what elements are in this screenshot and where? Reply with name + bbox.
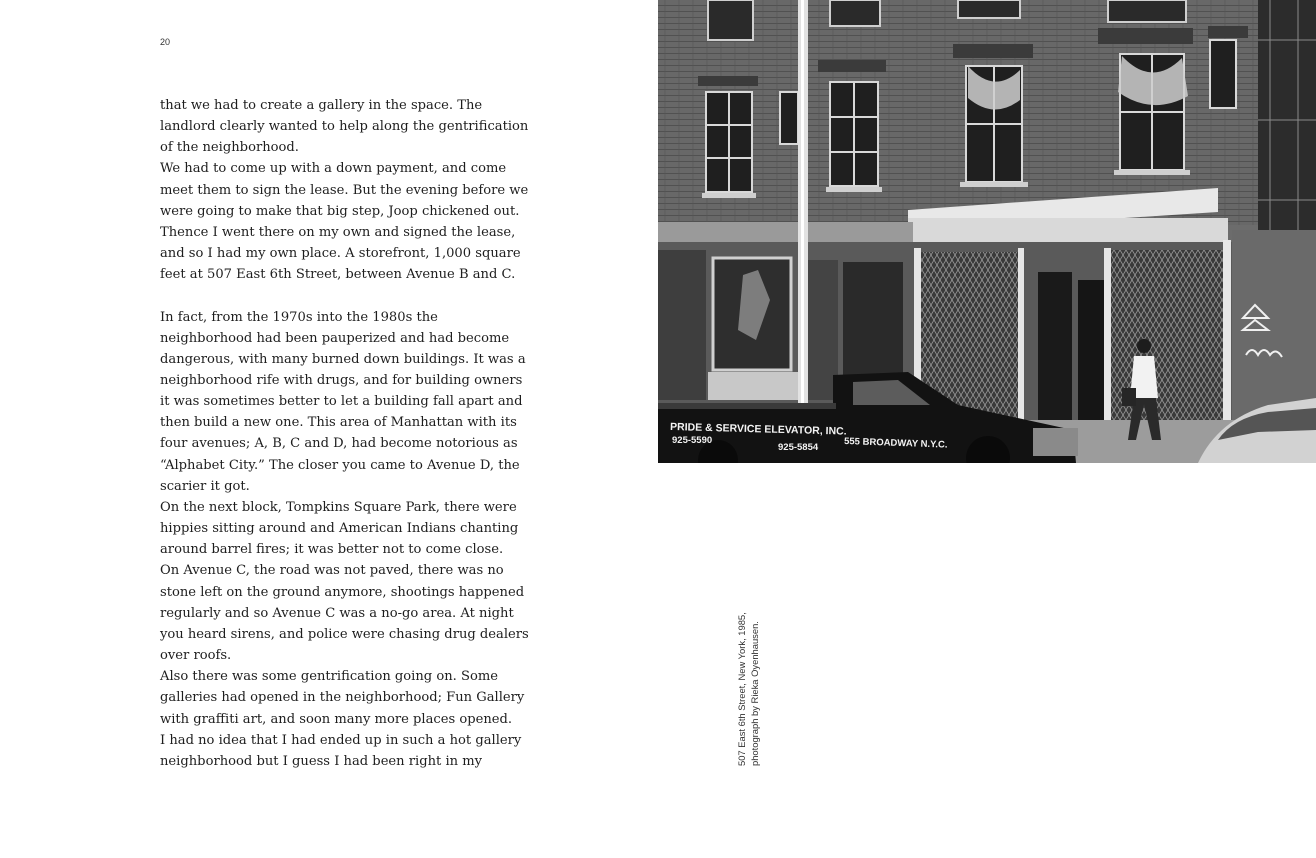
paragraph: that we had to create a gallery in the space. The landlord clearly wanted to help along the gentrification of the neighborhood. [160, 98, 529, 156]
paragraph-gap [160, 285, 532, 306]
paragraph: On Avenue C, the road was not paved, there was no stone left on the ground anymore, shootings happened regularly and so Avenue C was a no-go area. At night you heard sirens, and police were chasing drug dealers over roofs. [160, 563, 529, 664]
truck-lettering: PRIDE & SERVICE ELEVATOR, INC. [669, 421, 847, 438]
doorway [1038, 272, 1072, 422]
caption-line: 507 East 6th Street, New York, 1985, [736, 612, 747, 766]
street-photograph [658, 0, 1316, 463]
caption-line: photograph by Rieka Oyenhausen. [748, 621, 760, 766]
fire-escape [1258, 0, 1316, 230]
paragraph: We had to come up with a down payment, and come meet them to sign the lease. But the evening before we were going to make that big step, Joop chickened out. Thence I went there on my own and signed the lease, and so I had my own place. A storefront, 1,000 square feet at 507 East 6th Street, between Avenue B and C. [160, 161, 529, 283]
paragraph: Also there was some gentrification going on. Some galleries had opened in the neighborhood; Fun Gallery with graffiti art, and soon many more places opened. [160, 669, 525, 727]
truck-address: 555 BROADWAY N.Y.C. [843, 436, 948, 451]
truck-phone: 925-5854 [778, 442, 819, 453]
photo-illustration [658, 0, 1316, 463]
page-number: 20 [160, 37, 171, 47]
body-text [160, 95, 532, 772]
paragraph: I had no idea that I had ended up in such a hot gallery neighborhood but I guess I had been right in my [160, 732, 522, 769]
truck-phone: 925-5590 [672, 435, 713, 446]
paragraph: In fact, from the 1970s into the 1980s the neighborhood had been pauperized and had become dangerous, with many burned down buildings. It was a neighborhood rife with drugs, and for building owners it was sometimes better to let a building fall apart and then build a new one. This area of Manhattan with its four avenues; A, B, C and D, had become notorious as “Alphabet City.” The closer you came to Avenue D, the scarier it got. [160, 309, 526, 494]
paragraph: On the next block, Tompkins Square Park, there were hippies sitting around and American Indians chanting around barrel fires; it was better not to come close. [160, 499, 519, 558]
photo-caption [736, 612, 761, 766]
